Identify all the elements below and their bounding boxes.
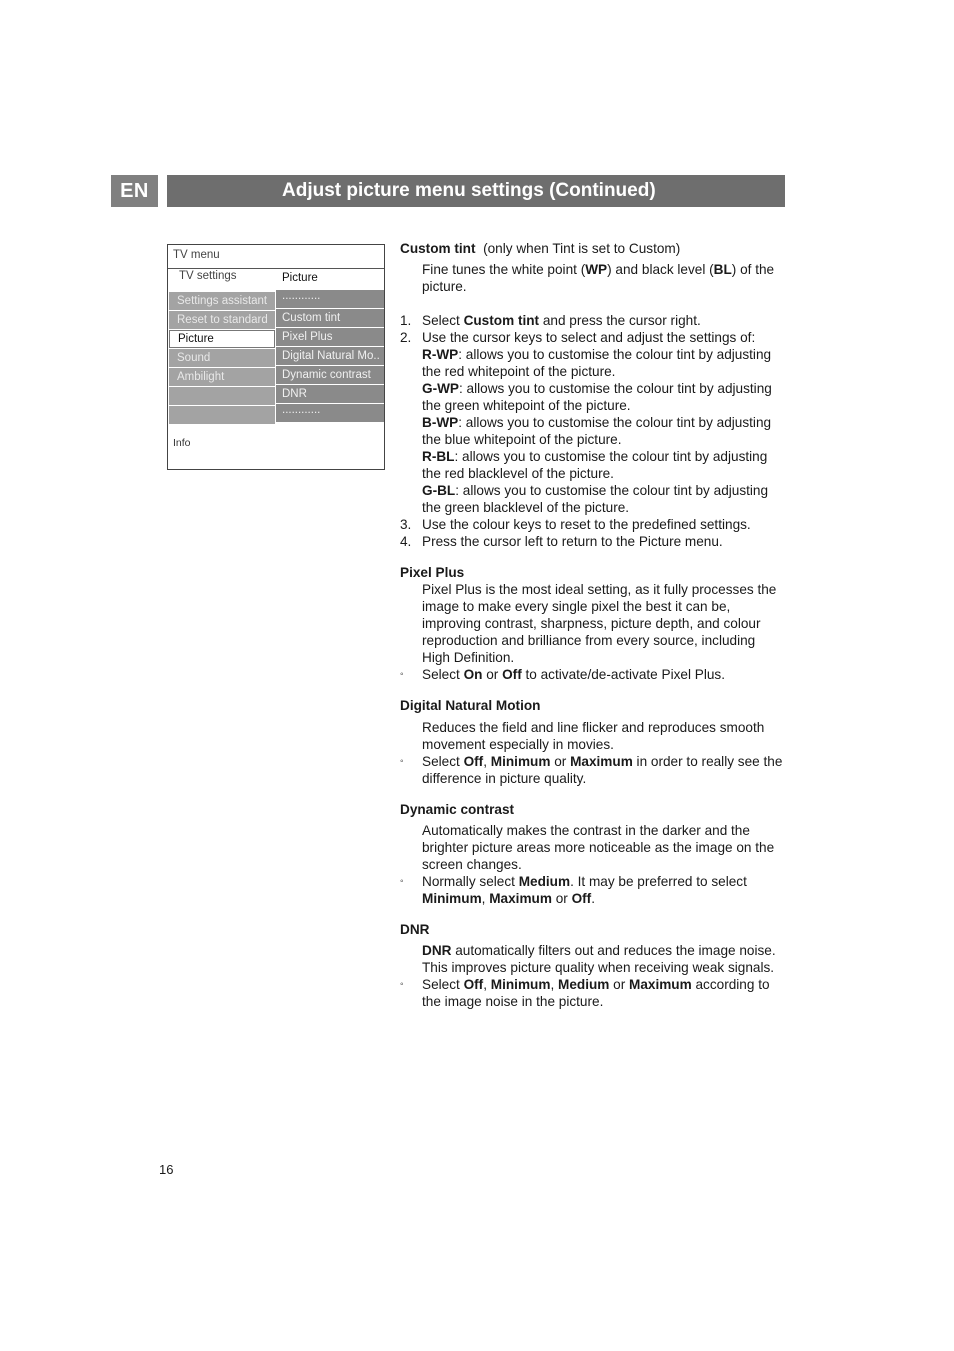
- text-span: automatically filters out and reduces the image noise. This improves picture quality when receiving weak signals.: [422, 943, 776, 975]
- bold-term: R-WP: [422, 347, 459, 362]
- setting-bwp: [400, 414, 785, 448]
- pixel-plus-bullet: [400, 666, 785, 683]
- custom-tint-heading: Custom tint: [400, 241, 476, 256]
- bold-term: Minimum: [490, 977, 551, 992]
- bullet-icon: ◦: [400, 876, 404, 887]
- bold-term: Off: [463, 754, 484, 769]
- custom-tint-note: (only when Tint is set to Custom): [483, 241, 681, 256]
- step-1: [400, 312, 785, 329]
- bold-term: Minimum: [422, 891, 482, 906]
- setting-gbl: [400, 482, 785, 516]
- tv-menu-left-column: [169, 292, 275, 425]
- step-4: [400, 533, 785, 550]
- dnr-bullet: [400, 976, 785, 1010]
- dynamic-contrast-heading: Dynamic contrast: [400, 802, 515, 817]
- tv-menu-right-item: DNR: [276, 385, 384, 403]
- text-span: Fine tunes the white point (: [422, 262, 586, 277]
- bold-term: Medium: [518, 874, 571, 889]
- tv-menu-breadcrumb: TV settings: [179, 270, 237, 282]
- bold-term: R-BL: [422, 449, 455, 464]
- bold-term: Maximum: [489, 891, 552, 906]
- text-span: : allows you to customise the colour tint by adjusting the red blacklevel of the picture.: [422, 449, 768, 481]
- text-span: : allows you to customise the colour tint by adjusting the green blacklevel of the picture.: [422, 483, 769, 515]
- dnr-heading: DNR: [400, 922, 430, 937]
- text-span: or: [482, 667, 503, 682]
- bold-term: B-WP: [422, 415, 459, 430]
- text-span: Press the cursor left to return to the Picture menu.: [422, 534, 723, 549]
- bullet-icon: ◦: [400, 979, 404, 990]
- tv-menu-right-item: Dynamic contrast: [276, 366, 384, 384]
- text-span: ,: [483, 977, 491, 992]
- tv-menu-left-item-empty: [169, 406, 275, 424]
- step-2: [400, 329, 785, 346]
- text-span: in order to really see the difference in picture quality.: [422, 754, 783, 786]
- bold-term: Custom tint: [463, 313, 540, 328]
- step-3: [400, 516, 785, 533]
- tv-menu-right-item: Pixel Plus: [276, 328, 384, 346]
- bold-term: DNR: [422, 943, 452, 958]
- bold-term: Maximum: [629, 977, 692, 992]
- dnm-heading: Digital Natural Motion: [400, 698, 541, 713]
- bold-term: Medium: [558, 977, 610, 992]
- tv-menu-info: Info: [173, 437, 191, 449]
- tv-menu-left-item-selected: Picture: [169, 330, 275, 348]
- page-title: Adjust picture menu settings (Continued): [167, 175, 785, 207]
- tv-menu-left-item: Settings assistant: [169, 292, 275, 310]
- tv-menu-illustration: [167, 244, 385, 470]
- text-span: ) of the picture.: [422, 262, 775, 294]
- tv-menu-divider: [168, 268, 384, 269]
- step-number: 1.: [400, 313, 412, 328]
- bold-term: Off: [571, 891, 592, 906]
- page-number: 16: [159, 1162, 174, 1177]
- tv-menu-left-item-empty: [169, 387, 275, 405]
- tv-menu-left-item: Ambilight: [169, 368, 275, 386]
- dnm-body: Reduces the field and line flicker and reproduces smooth movement especially in movies.: [422, 720, 765, 752]
- text-span: ) and black level (: [607, 262, 714, 277]
- dynamic-contrast-body: Automatically makes the contrast in the darker and the brighter picture areas more noticeable as the image on the screen changes.: [422, 823, 775, 872]
- setting-gwp: [400, 380, 785, 414]
- bold-term: On: [463, 667, 483, 682]
- dnm-bullet: [400, 753, 785, 787]
- setting-rwp: [400, 346, 785, 380]
- bold-term: Off: [463, 977, 484, 992]
- bold-term: WP: [585, 262, 608, 277]
- text-span: according to the image noise in the picture.: [422, 977, 770, 1009]
- pixel-plus-heading: Pixel Plus: [400, 565, 465, 580]
- bold-term: BL: [713, 262, 732, 277]
- dnr-body: [400, 942, 785, 976]
- text-span: Select: [422, 313, 464, 328]
- text-span: or: [609, 977, 629, 992]
- main-content: [400, 240, 785, 1010]
- text-span: Use the colour keys to reset to the predefined settings.: [422, 517, 751, 532]
- text-span: or: [551, 891, 572, 906]
- text-span: : allows you to customise the colour tint by adjusting the red whitepoint of the picture.: [422, 347, 772, 379]
- text-span: : allows you to customise the colour tint by adjusting the blue whitepoint of the picture.: [422, 415, 772, 447]
- text-span: Normally select: [422, 874, 519, 889]
- bold-term: G-BL: [422, 483, 456, 498]
- tv-menu-current: Picture: [282, 272, 318, 284]
- text-span: Select: [422, 977, 464, 992]
- text-span: ,: [481, 891, 490, 906]
- text-span: ,: [483, 754, 491, 769]
- dynamic-contrast-bullet: [400, 873, 785, 907]
- pixel-plus-body: Pixel Plus is the most ideal setting, as it fully processes the image to make every single pixel the best it can be, improving contrast, sharpness, picture depth, and colour reproduction and brilliance from every source, including High Definition.: [422, 582, 777, 665]
- text-span: : allows you to customise the colour tint by adjusting the green whitepoint of the picture.: [422, 381, 772, 413]
- tv-menu-right-item: Digital Natural Mo..: [276, 347, 384, 365]
- custom-tint-heading-line: [400, 240, 785, 257]
- text-span: .: [591, 891, 595, 906]
- text-span: Select: [422, 667, 464, 682]
- language-tab: EN: [111, 175, 158, 207]
- text-span: . It may be preferred to select: [570, 874, 747, 889]
- tv-menu-right-column: [276, 290, 384, 423]
- bold-term: Off: [502, 667, 522, 682]
- tv-menu-left-item: Sound: [169, 349, 275, 367]
- text-span: or: [550, 754, 571, 769]
- bold-term: Maximum: [570, 754, 633, 769]
- text-span: Select: [422, 754, 464, 769]
- tv-menu-right-item: Custom tint: [276, 309, 384, 327]
- step-number: 2.: [400, 330, 412, 345]
- text-span: Use the cursor keys to select and adjust the settings of:: [422, 330, 756, 345]
- tv-menu-title: TV menu: [173, 249, 220, 261]
- bold-term: Minimum: [490, 754, 551, 769]
- custom-tint-intro: [400, 261, 785, 295]
- step-number: 3.: [400, 517, 412, 532]
- step-number: 4.: [400, 534, 412, 549]
- setting-rbl: [400, 448, 785, 482]
- tv-menu-right-item: ............: [276, 290, 384, 308]
- text-span: to activate/de-activate Pixel Plus.: [521, 667, 725, 682]
- text-span: and press the cursor right.: [539, 313, 701, 328]
- bullet-icon: ◦: [400, 756, 404, 767]
- text-span: ,: [550, 977, 558, 992]
- tv-menu-right-item: ............: [276, 404, 384, 422]
- bold-term: G-WP: [422, 381, 459, 396]
- bullet-icon: ◦: [400, 669, 404, 680]
- tv-menu-left-item: Reset to standard: [169, 311, 275, 329]
